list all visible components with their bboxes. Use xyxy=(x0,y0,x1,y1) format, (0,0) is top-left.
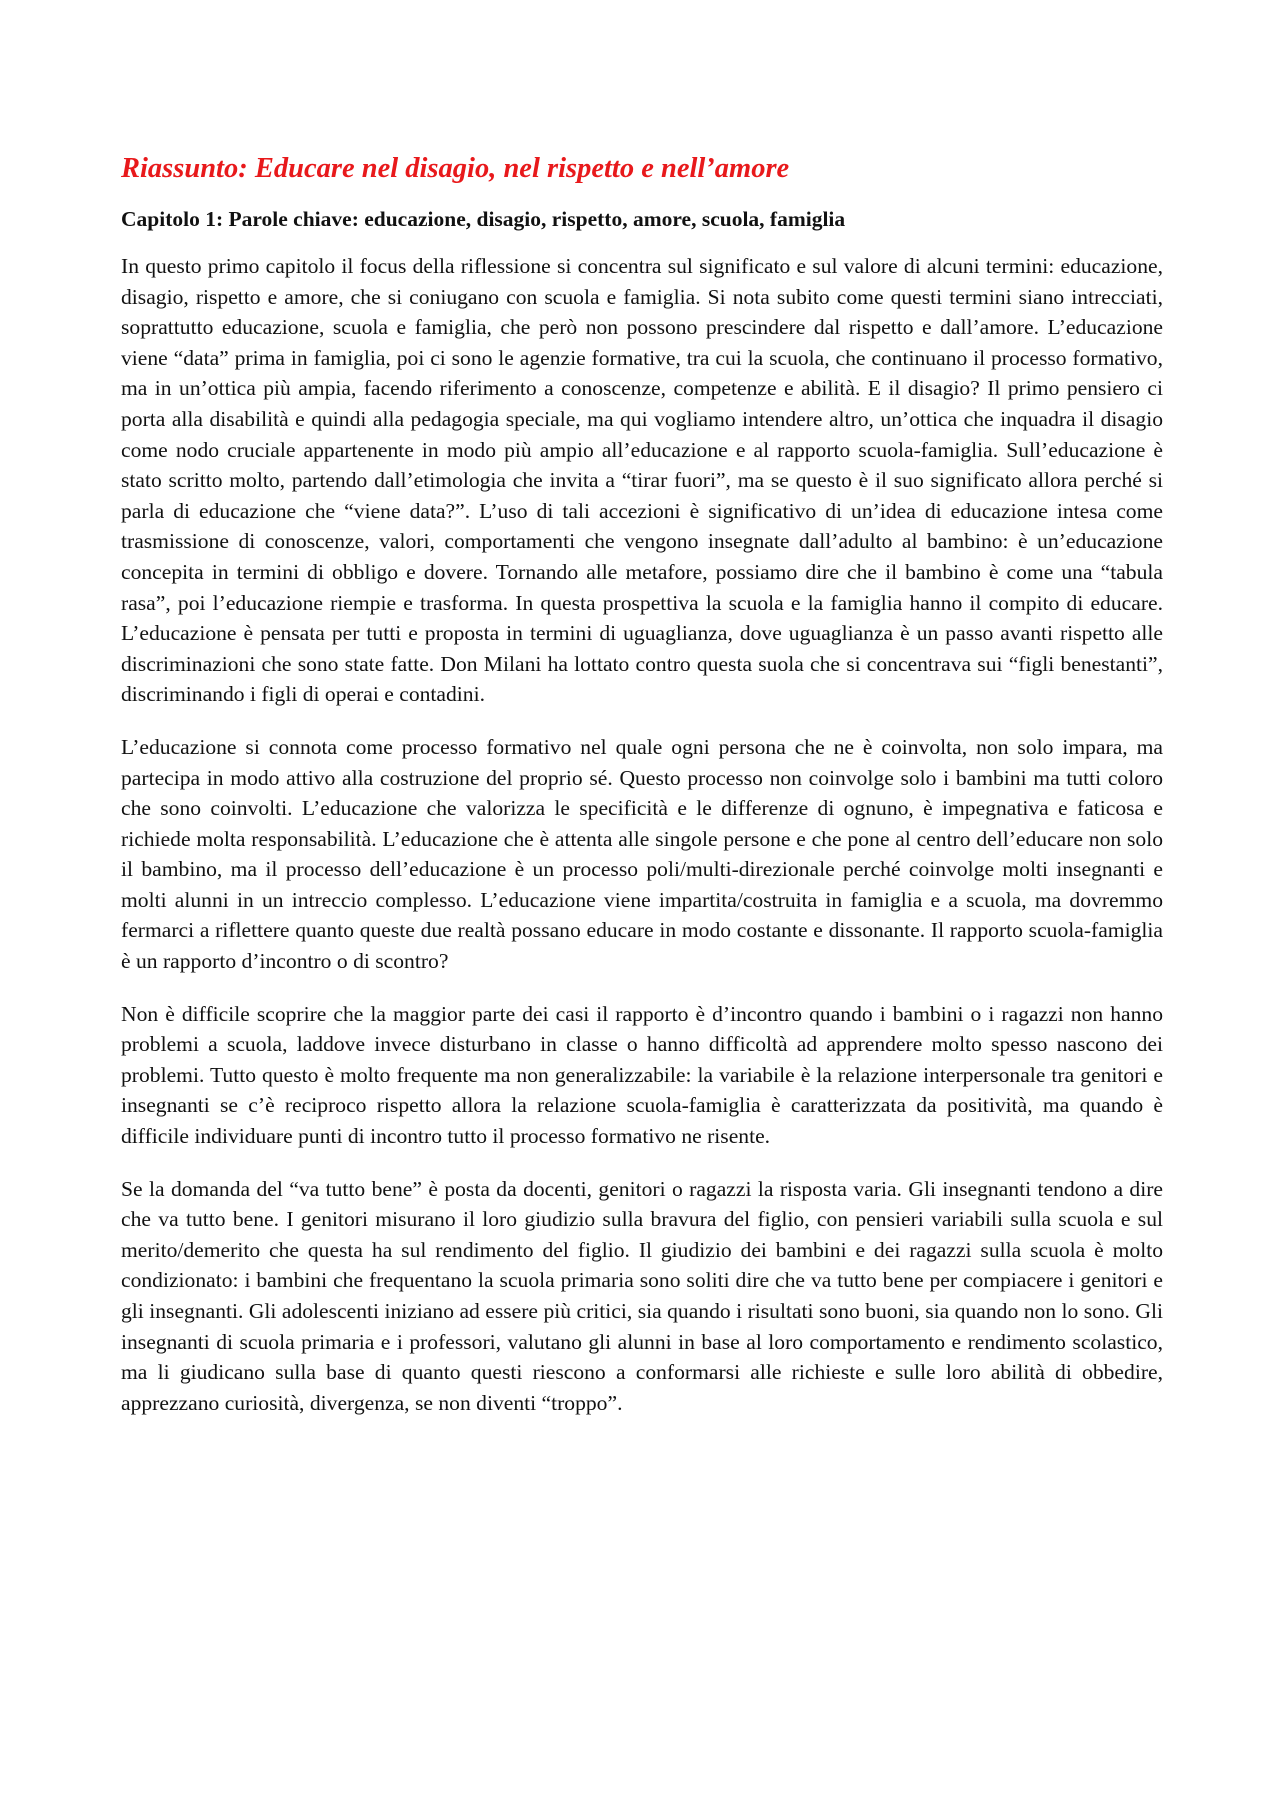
paragraph-1: In questo primo capitolo il focus della riflessione si concentra sul significato e sul valore di alcuni termini: educazione, disagio, rispetto e amore, che si coniugano con scuola e famiglia. Si nota subito come questi termini siano intrecciati, soprattutto educazione, scuola e famiglia, che però non possono prescindere dal rispetto e dall’amore. L’educazione viene “data” prima in famiglia, poi ci sono le agenzie formative, tra cui la scuola, che continuano il processo formativo, ma in un’ottica più ampia, facendo riferimento a conoscenze, competenze e abilità. E il disagio? Il primo pensiero ci porta alla disabilità e quindi alla pedagogia speciale, ma qui vogliamo intendere altro, un’ottica che inquadra il disagio come nodo cruciale appartenente in modo più ampio all’educazione e al rapporto scuola-famiglia. Sull’educazione è stato scritto molto, partendo dall’etimologia che invita a “tirar fuori”, ma se questo è il suo significato allora perché si parla di educazione che “viene data?”. L’uso di tali accezioni è significativo di un’idea di educazione intesa come trasmissione di conoscenze, valori, comportamenti che vengono insegnate dall’adulto al bambino: è un’educazione concepita in termini di obbligo e dovere. Tornando alle metafore, possiamo dire che il bambino è come una “tabula rasa”, poi l’educazione riempie e trasforma. In questa prospettiva la scuola e la famiglia hanno il compito di educare. L’educazione è pensata per tutti e proposta in termini di uguaglianza, dove uguaglianza è un passo avanti rispetto alle discriminazioni che sono state fatte. Don Milani ha lottato contro questa suola che si concentrava sui “figli benestanti”, discriminando i figli di operai e contadini. xyxy=(121,254,1163,707)
paragraph-3: Non è difficile scoprire che la maggior parte dei casi il rapporto è d’incontro quando i bambini o i ragazzi non hanno problemi a scuola, laddove invece disturbano in classe o hanno difficoltà ad apprendere molto spesso nascono dei problemi. Tutto questo è molto frequente ma non generalizzabile: la variabile è la relazione interpersonale tra genitori e insegnanti se c’è reciproco rispetto allora la relazione scuola-famiglia è caratterizzata da positività, ma quando è difficile individuare punti di incontro tutto il processo formativo ne risente. xyxy=(121,1001,1163,1149)
document-title: Riassunto: Educare nel disagio, nel rispetto e nell’amore xyxy=(121,153,790,184)
document-body xyxy=(121,151,1163,1418)
paragraph-4: Se la domanda del “va tutto bene” è posta da docenti, genitori o ragazzi la risposta varia. Gli insegnanti tendono a dire che va tutto bene. I genitori misurano il loro giudizio sulla bravura del figlio, con pensieri variabili sulla scuola e sul merito/demerito che questa ha sul rendimento del figlio. Il giudizio dei bambini e dei ragazzi sulla scuola è molto condizionato: i bambini che frequentano la scuola primaria sono soliti dire che va tutto bene per compiacere i genitori e gli insegnanti. Gli adolescenti iniziano ad essere più critici, sia quando i risultati sono buoni, sia quando non lo sono. Gli insegnanti di scuola primaria e i professori, valutano gli alunni in base al loro comportamento e rendimento scolastico, ma li giudicano sulla base di quanto questi riescono a conformarsi alle richieste e sulle loro abilità di obbedire, apprezzano curiosità, divergenza, se non diventi “troppo”. xyxy=(121,1176,1163,1415)
chapter-heading: Capitolo 1: Parole chiave: educazione, disagio, rispetto, amore, scuola, famiglia xyxy=(121,207,846,231)
paragraph-2: L’educazione si connota come processo formativo nel quale ogni persona che ne è coinvolta, non solo impara, ma partecipa in modo attivo alla costruzione del proprio sé. Questo processo non coinvolge solo i bambini ma tutti coloro che sono coinvolti. L’educazione che valorizza le specificità e le differenze di ognuno, è impegnativa e faticosa e richiede molta responsabilità. L’educazione che è attenta alle singole persone e che pone al centro dell’educare non solo il bambino, ma il processo dell’educazione è un processo poli/multi-direzionale perché coinvolge molti insegnanti e molti alunni in un intreccio complesso. L’educazione viene impartita/costruita in famiglia e a scuola, ma dovremmo fermarci a riflettere quanto queste due realtà possano educare in modo costante e dissonante. Il rapporto scuola-famiglia è un rapporto d’incontro o di scontro? xyxy=(121,734,1163,974)
